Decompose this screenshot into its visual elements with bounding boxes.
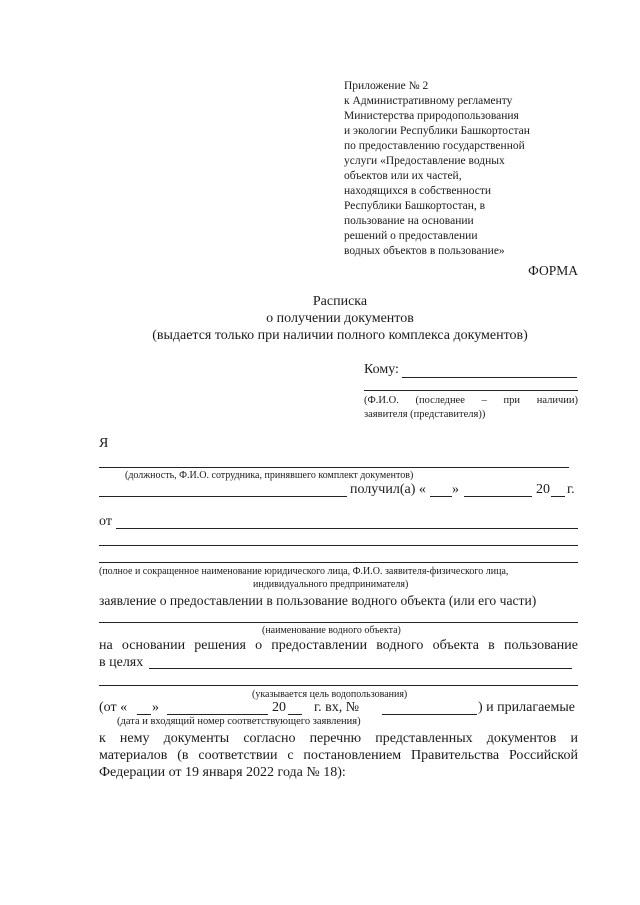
dated-year: 20 (272, 700, 286, 715)
purpose-label: в целях (99, 655, 144, 670)
basis-word: пользование (503, 638, 578, 653)
purpose-line-2 (99, 685, 578, 686)
appendix-line: пользование на основании (344, 215, 474, 227)
year-suffix: г. (567, 482, 575, 497)
docs-word: документов (486, 731, 557, 746)
forma-label: ФОРМА (528, 263, 578, 278)
appendix-line: по предоставлению государственной (344, 140, 525, 152)
basis-word: в (488, 638, 495, 653)
year-prefix: 20 (536, 482, 550, 497)
docs-line-3: Федерации от 19 января 2022 года № 18): (99, 765, 346, 780)
appendix-line: Республики Башкортостан, в (344, 200, 486, 212)
recipient-caption-word: – (481, 395, 487, 406)
from-caption-2: индивидуального предпринимателя) (253, 579, 409, 590)
docs-word: соответствии (198, 748, 278, 763)
basis-word: водного (376, 638, 424, 653)
appendix-line: водных объектов в пользование» (344, 245, 505, 257)
document-title: Расписка (312, 294, 368, 309)
quote-close: » (452, 482, 459, 497)
dated-year-line (288, 714, 302, 715)
document-note: (выдается только при наличии полного комплекса документов) (152, 328, 528, 343)
basis-word: предоставлении (271, 638, 368, 653)
appendix-line: к Административному регламенту (344, 95, 513, 107)
recipient-line-2 (364, 390, 578, 391)
appendix-line: услуги «Предоставление водных (344, 155, 505, 167)
appendix-line: находящихся в собственности (344, 185, 492, 197)
from-line-3 (99, 562, 578, 563)
docs-word: с (287, 748, 294, 763)
recipient-caption-word: при (503, 395, 521, 406)
from-line-2 (99, 545, 578, 546)
docs-word: Правительства (411, 748, 500, 763)
docs-word: представленных (375, 731, 473, 746)
appendix-line: объектов или их частей, (344, 170, 462, 182)
year-line (551, 496, 565, 497)
docs-word: и (570, 731, 578, 746)
recipient-caption (364, 395, 578, 406)
day-line (430, 496, 452, 497)
basis-word: объекта (432, 638, 479, 653)
basis-word: решения (194, 638, 246, 653)
dated-close: » (152, 700, 159, 715)
docs-word: нему (119, 731, 150, 746)
recipient-label: Кому: (364, 362, 399, 377)
recipient-caption-word: (последнее (415, 395, 465, 406)
appendix-line: Министерства природопользования (344, 110, 519, 122)
recipient-caption-word: наличии) (536, 395, 578, 406)
basis-text (99, 638, 578, 654)
appendix-block (344, 79, 530, 259)
appendix-line: и экологии Республики Башкортостан (344, 125, 530, 137)
docs-word: (в (177, 748, 189, 763)
application-line (99, 622, 578, 623)
docs-line-1 (99, 731, 578, 747)
docs-word: документы (163, 731, 230, 746)
docs-word: перечню (309, 731, 362, 746)
docs-word: постановлением (303, 748, 402, 763)
dated-incoming: г. вх, № (314, 700, 360, 715)
docs-word: к (99, 731, 106, 746)
dated-caption: (дата и входящий номер соответствующего заявления) (117, 716, 361, 727)
basis-word: о (255, 638, 263, 653)
recipient-caption-line2: заявителя (представителя)) (364, 409, 486, 420)
receiver-caption: (должность, Ф.И.О. сотрудника, принявшего комплект документов) (125, 470, 414, 481)
from-label: от (99, 514, 112, 529)
from-line-1 (116, 528, 578, 529)
appendix-line: Приложение № 2 (344, 80, 429, 92)
dated-open: (от « (99, 700, 128, 715)
docs-word: материалов (99, 748, 168, 763)
dated-number-line (382, 714, 477, 715)
pronoun-ya: Я (99, 436, 109, 451)
receiver-line (99, 467, 569, 468)
purpose-line (149, 668, 572, 669)
dated-day-line (137, 714, 151, 715)
recipient-caption-word: (Ф.И.О. (364, 395, 399, 406)
basis-word: на (99, 638, 113, 653)
application-text: заявление о предоставлении в пользование водного объекта (или его части) (99, 593, 537, 608)
application-caption: (наименование водного объекта) (262, 625, 401, 636)
month-line (464, 496, 532, 497)
purpose-caption: (указывается цель водопользования) (252, 689, 408, 700)
basis-word: основании (121, 638, 186, 653)
dated-month-line (167, 714, 268, 715)
appendix-line: решений о предоставлении (344, 230, 478, 242)
docs-word: согласно (243, 731, 296, 746)
received-label: получил(а) « (350, 482, 426, 497)
from-caption: (полное и сокращенное наименование юридического лица, Ф.И.О. заявителя-физического лица, (99, 566, 509, 577)
docs-word: Российской (508, 748, 578, 763)
document-subtitle: о получении документов (266, 311, 414, 326)
recipient-line (402, 377, 577, 378)
receiver-name-line (99, 496, 347, 497)
dated-tail: ) и прилагаемые (478, 700, 575, 715)
docs-line-2 (99, 748, 578, 764)
